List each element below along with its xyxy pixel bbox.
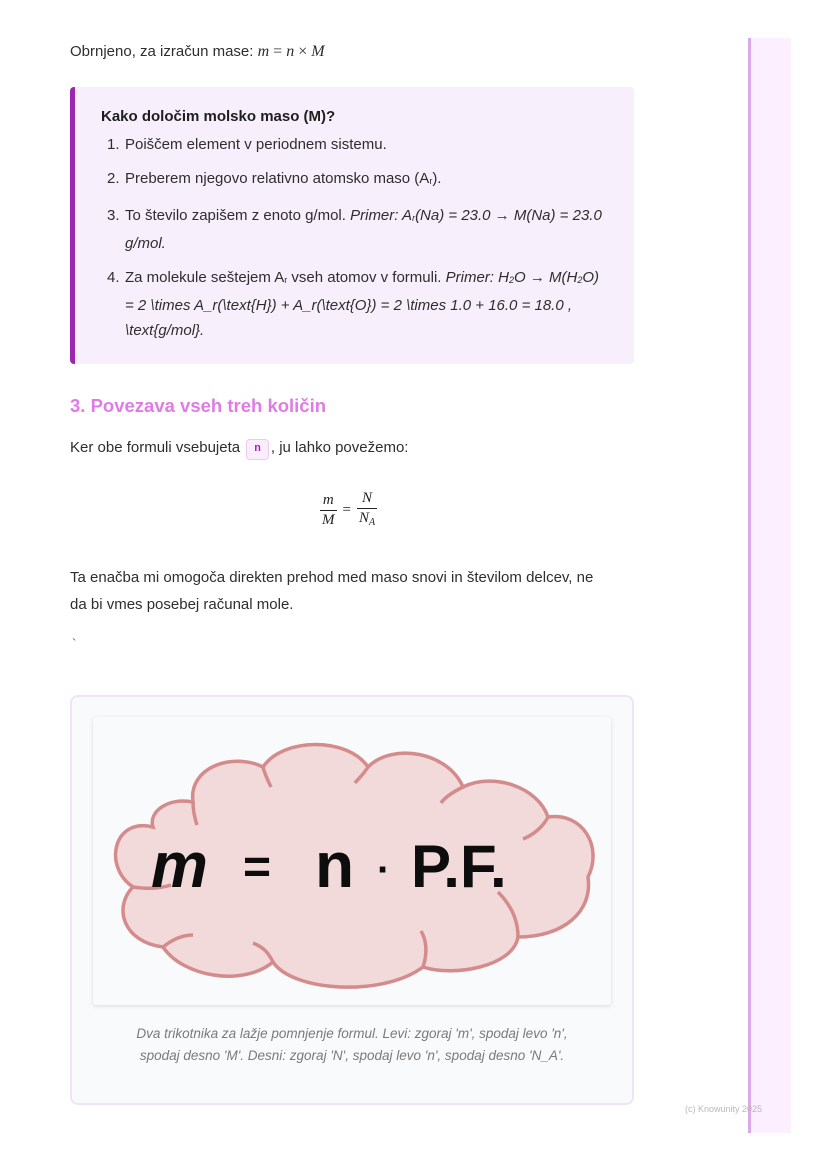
- numerator-m: m: [322, 492, 334, 508]
- list-item: [101, 265, 611, 343]
- list-number: 1.: [107, 136, 120, 153]
- subscript: 2: [508, 275, 514, 285]
- list-number: 4.: [107, 269, 120, 286]
- subscript: r: [429, 176, 433, 186]
- fraction-bar: [357, 508, 377, 509]
- intro-before: Ker obe formuli vsebujeta: [70, 439, 241, 456]
- list-item: [101, 132, 611, 157]
- subscript: r: [412, 213, 416, 223]
- paragraph-line-1: Ta enačba mi omogoča direkten prehod med maso snovi in številom delcev, ne: [70, 569, 594, 586]
- cloud-text-m: m: [151, 829, 208, 901]
- formula-times: ×: [298, 43, 308, 60]
- right-side-rail: [748, 38, 791, 1133]
- example-tail: O) = 2 \times A_r(\text{H}) + A_r(\text{O}) = 2 \times 1.0 + 16.0 = 18.0 , \text{g/mol}.: [125, 269, 600, 339]
- cloud-text-eq: =: [243, 841, 272, 894]
- callout-title: Kako določim molsko maso (M)?: [101, 108, 336, 125]
- list-text: Za molekule seštejem A: [125, 269, 285, 286]
- display-equation: [320, 490, 377, 531]
- den-N: N: [358, 510, 369, 526]
- stray-backtick: `: [72, 636, 77, 651]
- list-text-tail: vseh atomov v formuli.: [287, 269, 442, 286]
- list-number: 3.: [107, 207, 120, 224]
- section-intro: [70, 438, 408, 460]
- figure-caption: [92, 1023, 612, 1067]
- list-text: Preberem njegovo relativno atomsko maso (A: [125, 170, 430, 187]
- fraction-bar: [320, 510, 337, 511]
- formula-cloud-image: [93, 717, 611, 1005]
- intro-paragraph: [70, 42, 325, 62]
- cloud-text-n: n: [315, 829, 355, 901]
- intro-after: , ju lahko povežemo:: [270, 439, 409, 456]
- list-text-tail: ).: [432, 170, 442, 187]
- section-heading: 3. Povezava vseh treh količin: [70, 395, 327, 416]
- caption-line-2: spodaj desno 'M'. Desni: zgoraj 'N', spodaj levo 'n', spodaj desno 'N_A'.: [139, 1048, 565, 1063]
- cloud-text-dot: ·: [377, 848, 391, 892]
- formula-M: M: [311, 43, 325, 60]
- denominator-M: M: [322, 512, 335, 528]
- denominator-NA: [357, 510, 377, 531]
- list-item: [101, 166, 611, 194]
- den-sub-A: A: [368, 517, 376, 528]
- list-text: To število zapišem z enoto g/mol.: [125, 207, 346, 224]
- example-mid: O → M(H: [514, 269, 578, 286]
- copyright-footer: (c) Knowunity 2025: [685, 1104, 763, 1114]
- example-prefix: Primer: H: [445, 269, 509, 286]
- numerator-N: N: [362, 490, 373, 506]
- example-tail: (Na) = 23.0 → M(Na) = 23.0 g/mol.: [125, 207, 602, 252]
- formula-m: m: [257, 43, 270, 60]
- figure-card: [70, 695, 634, 1105]
- molar-mass-callout: [70, 87, 634, 364]
- formula-n: n: [286, 43, 295, 60]
- formula-eq: =: [273, 43, 283, 60]
- inline-formula-mass: [258, 43, 325, 60]
- example-prefix: Primer: A: [350, 207, 413, 224]
- paragraph-line-2: da bi vmes posebej računal mole.: [70, 596, 294, 613]
- cloud-text-pf: P.F.: [411, 833, 507, 900]
- fraction-N-over-NA: [357, 490, 377, 531]
- intro-text: Obrnjeno, za izračun mase:: [70, 43, 254, 60]
- fraction-m-over-M: [320, 492, 337, 529]
- caption-line-1: Dva trikotnika za lažje pomnjenje formul. Levi: zgoraj 'm', spodaj levo 'n',: [136, 1026, 568, 1041]
- list-text: Poiščem element v periodnem sistemu.: [125, 136, 387, 153]
- inline-code-n: n: [246, 439, 269, 460]
- list-item: [101, 203, 611, 256]
- subscript: 2: [577, 275, 583, 285]
- callout-steps-list: [101, 132, 611, 352]
- subscript: r: [284, 275, 288, 285]
- list-number: 2.: [107, 170, 120, 187]
- equals-sign: =: [342, 502, 351, 518]
- cloud-illustration: [93, 717, 611, 1005]
